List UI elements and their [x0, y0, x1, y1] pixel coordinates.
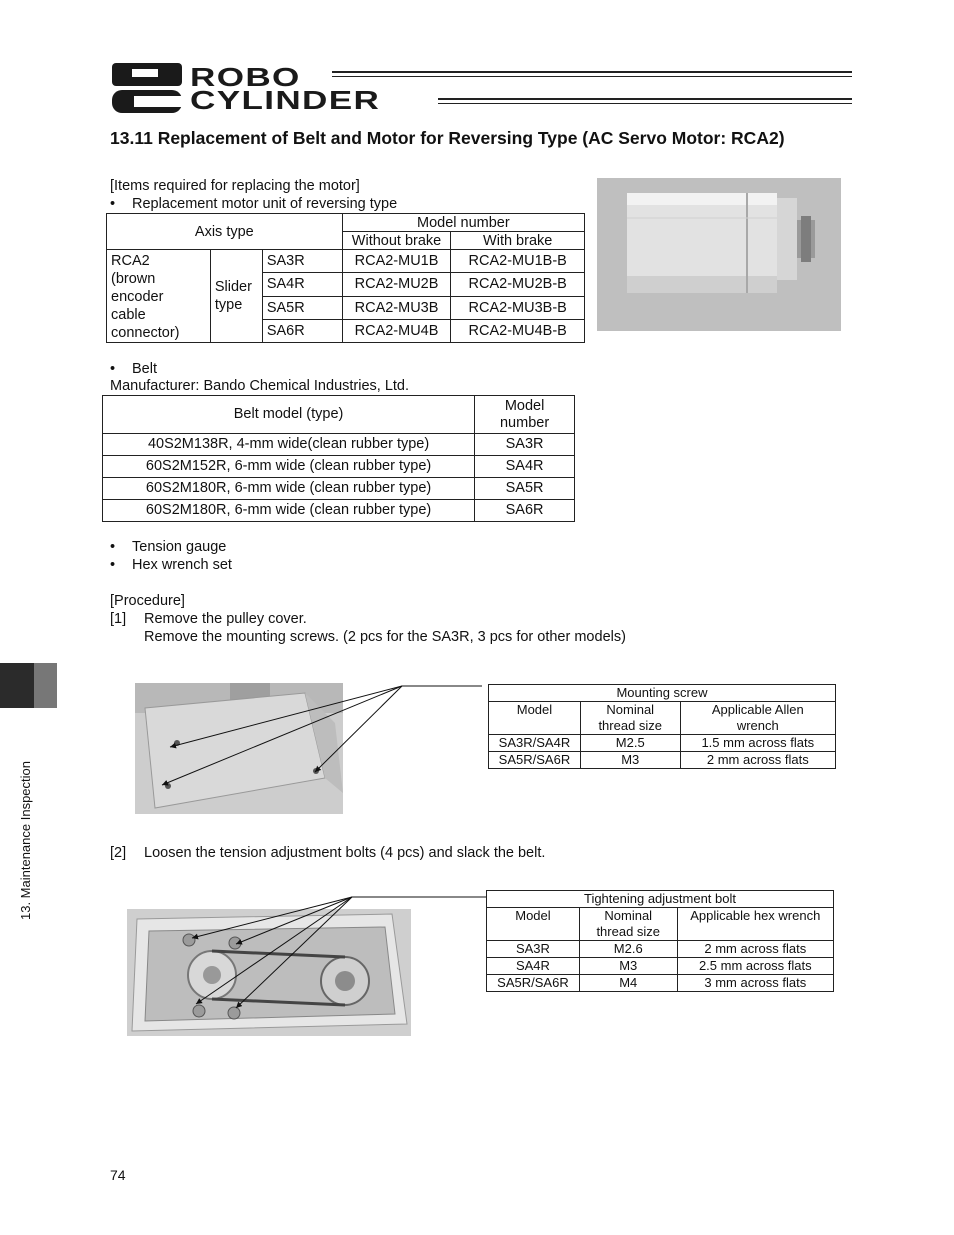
table-cell: RCA2-MU3B-B	[451, 296, 585, 319]
table-cell: 2 mm across flats	[677, 941, 833, 958]
header-belt-model-number: Model number	[475, 396, 575, 434]
table-cell: 40S2M138R, 4-mm wide(clean rubber type)	[103, 434, 475, 456]
bolt-table-title: Tightening adjustment bolt	[487, 891, 834, 908]
header-without-brake: Without brake	[342, 232, 451, 250]
logo-robo: ROBO	[190, 62, 301, 92]
belt-table	[102, 395, 575, 522]
adjustment-bolt-table	[486, 890, 834, 992]
header-belt-model: Belt model (type)	[103, 396, 475, 434]
step1-detail: Remove the mounting screws. (2 pcs for the SA3R, 3 pcs for other models)	[144, 629, 626, 645]
table-cell: SA3R	[475, 434, 575, 456]
mounting-screw-table	[488, 684, 836, 769]
header-axis-type: Axis type	[107, 214, 343, 250]
bolt-callout-lines	[180, 892, 490, 1022]
procedure-heading: [Procedure]	[110, 593, 185, 609]
table-cell: SA5R/SA6R	[489, 752, 581, 769]
table-cell: SA5R/SA6R	[487, 975, 580, 992]
table-cell: RCA2-MU4B-B	[451, 319, 585, 342]
table-cell: SA4R	[487, 958, 580, 975]
screw-table-title: Mounting screw	[489, 685, 836, 702]
table-cell: RCA2-MU1B-B	[451, 250, 585, 273]
table-cell: SA4R	[475, 456, 575, 478]
table-cell: RCA2-MU3B	[342, 296, 451, 319]
header-nominal: Nominal thread size	[580, 702, 680, 735]
header-with-brake: With brake	[451, 232, 585, 250]
page-number: 74	[110, 1167, 126, 1183]
step1-number: [1]	[110, 611, 127, 627]
chapter-tab-accent	[34, 663, 57, 708]
table-cell: SA3R	[262, 250, 342, 273]
header-model-number: Model number	[342, 214, 584, 232]
table-cell: M4	[579, 975, 677, 992]
header-rule-bottom2	[438, 103, 852, 104]
table-cell: 1.5 mm across flats	[680, 735, 835, 752]
table-cell: SA5R	[475, 478, 575, 500]
chapter-side-label	[10, 720, 40, 920]
bullet-hex-wrench: • Hex wrench set	[132, 556, 232, 574]
table-cell: 2 mm across flats	[680, 752, 835, 769]
header-model: Model	[489, 702, 581, 735]
slider-type-cell: Slider type	[210, 250, 262, 343]
logo-cylinder: CYLINDER	[190, 85, 381, 115]
header-rule-top	[332, 71, 852, 73]
header-hex: Applicable hex wrench	[677, 908, 833, 941]
motor-unit-photo	[597, 178, 841, 331]
table-cell: SA4R	[262, 273, 342, 296]
section-title: 13.11 Replacement of Belt and Motor for Reversing Type (AC Servo Motor: RCA2)	[110, 128, 785, 148]
header-nominal: Nominal thread size	[579, 908, 677, 941]
table-cell: M2.6	[579, 941, 677, 958]
step1-text: Remove the pulley cover.	[144, 611, 307, 627]
table-cell: SA6R	[475, 500, 575, 522]
step2-number: [2]	[110, 845, 127, 861]
table-cell: 60S2M180R, 6-mm wide (clean rubber type)	[103, 500, 475, 522]
table-cell: RCA2-MU2B	[342, 273, 451, 296]
table-cell: SA6R	[262, 319, 342, 342]
table-cell: RCA2-MU2B-B	[451, 273, 585, 296]
table-cell: SA3R/SA4R	[489, 735, 581, 752]
bullet-tension-gauge: • Tension gauge	[132, 538, 226, 556]
manufacturer-line: Manufacturer: Bando Chemical Industries, Ltd.	[110, 378, 410, 394]
table-cell: 60S2M152R, 6-mm wide (clean rubber type)	[103, 456, 475, 478]
screw-callout-lines	[150, 680, 490, 790]
table-cell: M2.5	[580, 735, 680, 752]
items-required-heading: [Items required for replacing the motor]	[110, 178, 360, 194]
table-cell: M3	[580, 752, 680, 769]
rc-logo-mark	[112, 63, 186, 113]
table-cell: 2.5 mm across flats	[677, 958, 833, 975]
bullet-motor: • Replacement motor unit of reversing type	[132, 195, 397, 213]
step2-text: Loosen the tension adjustment bolts (4 pcs) and slack the belt.	[144, 845, 546, 861]
table-cell: RCA2-MU4B	[342, 319, 451, 342]
chapter-label-text: 13. Maintenance Inspection	[18, 761, 33, 920]
table-cell: 60S2M180R, 6-mm wide (clean rubber type)	[103, 478, 475, 500]
axis-group-cell: RCA2 (brown encoder cable connector)	[107, 250, 211, 343]
bullet-belt: • Belt	[132, 360, 157, 378]
header-rule-top2	[332, 76, 852, 77]
table-cell: SA3R	[487, 941, 580, 958]
motor-table	[106, 213, 585, 343]
table-cell: RCA2-MU1B	[342, 250, 451, 273]
table-cell: SA5R	[262, 296, 342, 319]
table-cell: M3	[579, 958, 677, 975]
header-allen: Applicable Allen wrench	[680, 702, 835, 735]
header-model: Model	[487, 908, 580, 941]
table-cell: 3 mm across flats	[677, 975, 833, 992]
header-rule-bottom	[438, 98, 852, 100]
